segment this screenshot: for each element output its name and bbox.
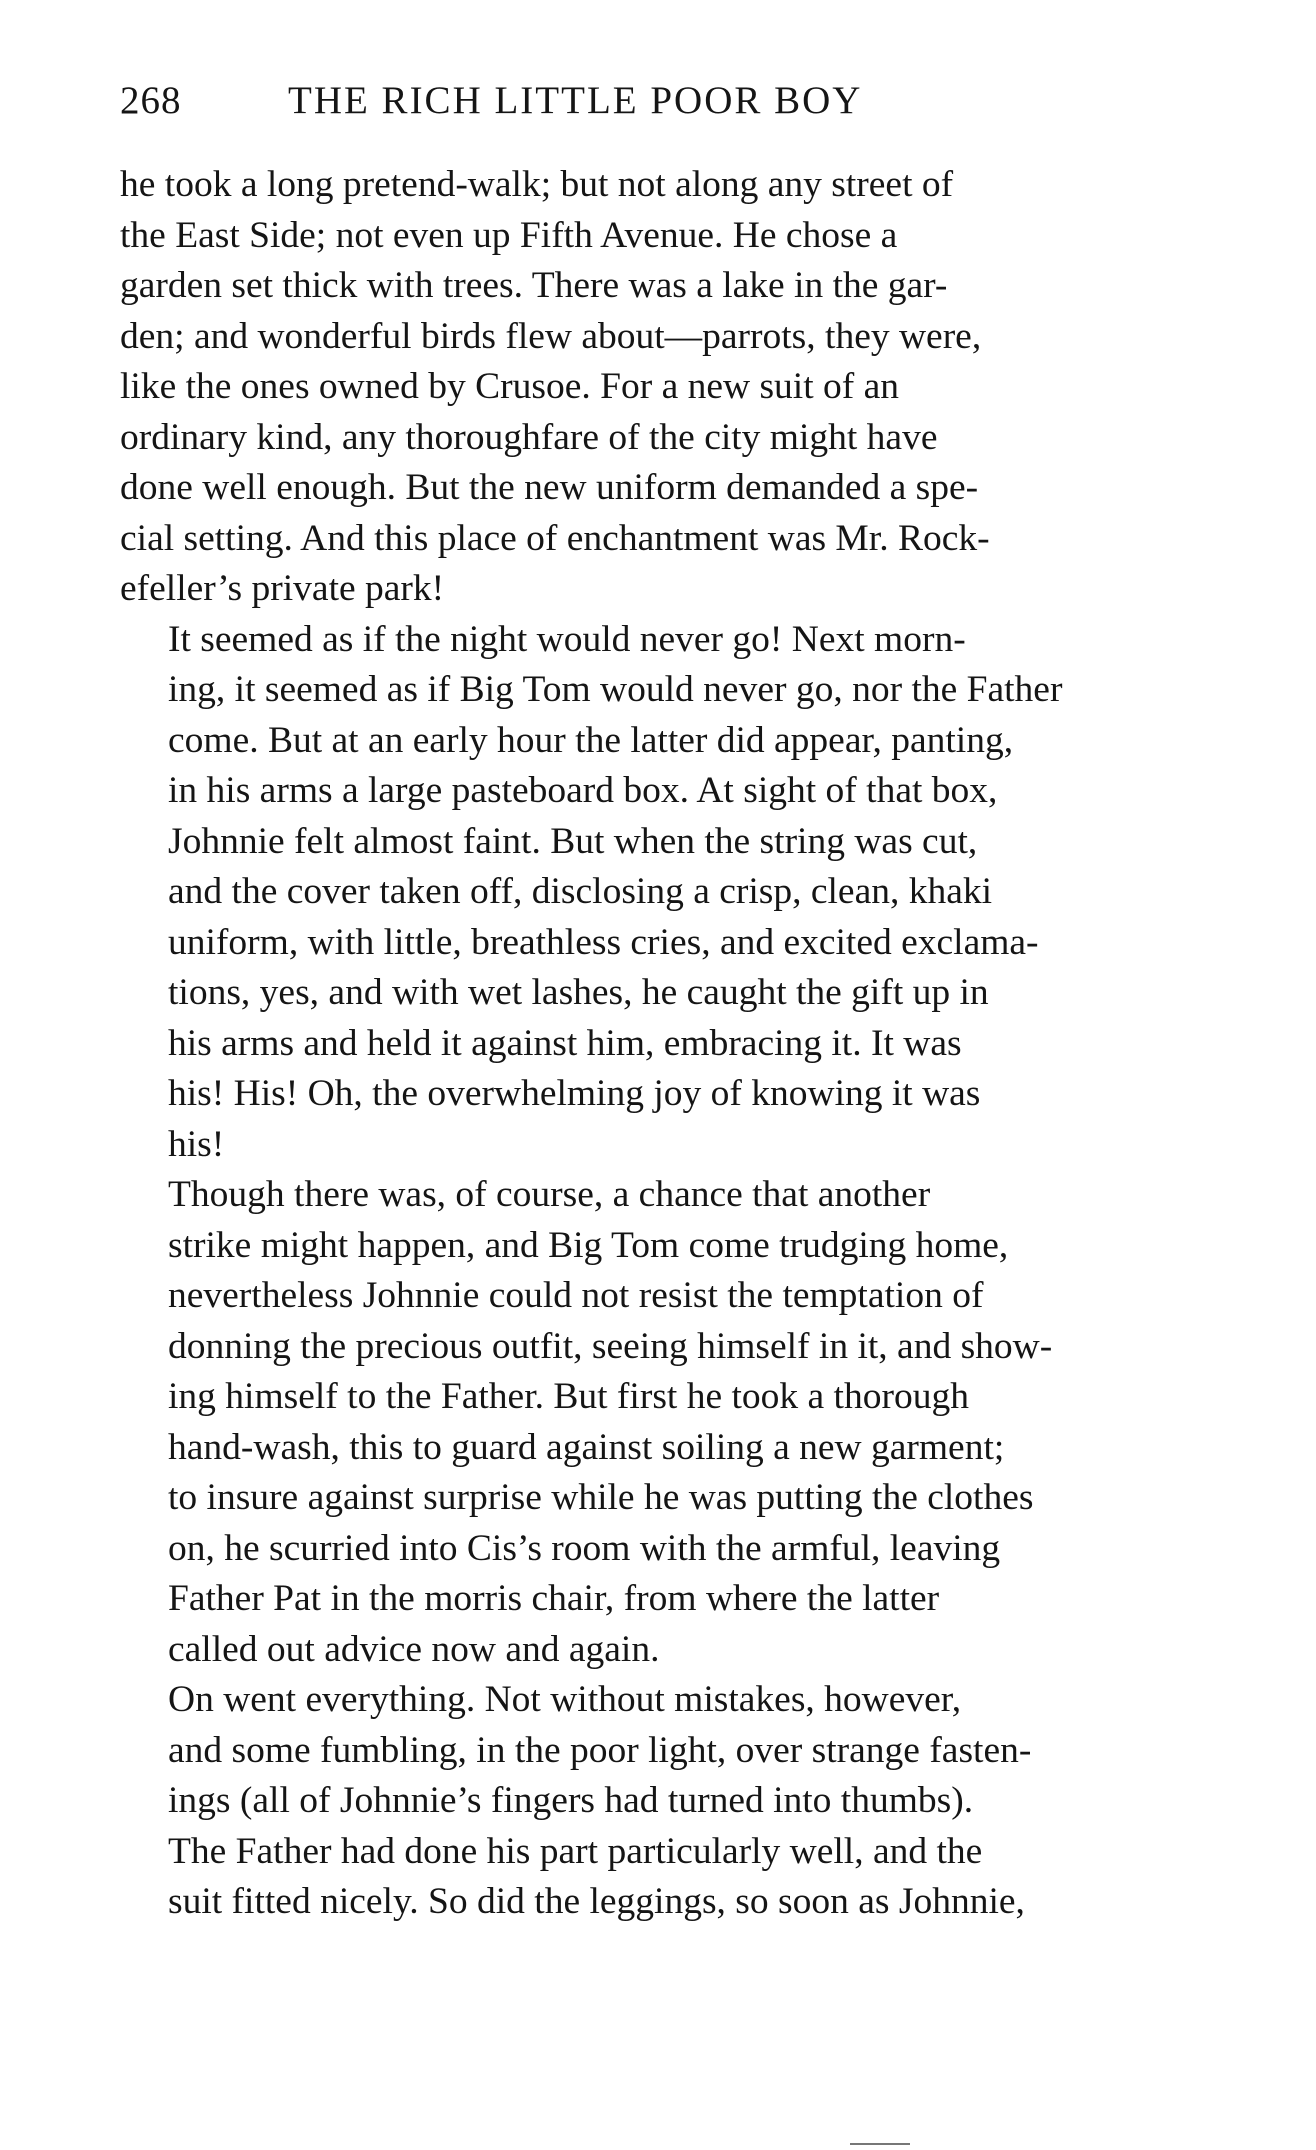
paragraph-1 [120,160,1230,615]
text-line: ing himself to the Father. But first he took a thorough [168,1376,969,1417]
text-line: den; and wonderful birds flew about—parrots, they were, [120,315,982,357]
page-number: 268 [120,79,182,122]
text-line: donning the precious outfit, seeing himself in it, and show- [168,1325,1053,1367]
text-line: Though there was, of course, a chance that another [168,1174,931,1215]
text-line: cial setting. And this place of enchantment was Mr. Rock- [120,517,990,559]
body-text [120,160,1230,1928]
text-line: nevertheless Johnnie could not resist the temptation of [168,1275,984,1316]
text-line: his! His! Oh, the overwhelming joy of knowing it was [168,1073,981,1114]
text-line: uniform, with little, breathless cries, and excited exclama- [168,921,1039,963]
paragraph-4 [120,1675,1230,1928]
running-head [120,70,1230,130]
text-line: On went everything. Not without mistakes, however, [168,1679,962,1720]
text-line: and some fumbling, in the poor light, over strange fasten- [168,1729,1032,1771]
text-line: like the ones owned by Crusoe. For a new suit of an [120,366,900,407]
text-line: hand-wash, this to guard against soiling a new garment; [168,1426,1005,1468]
text-line: ordinary kind, any thoroughfare of the city might have [120,416,938,458]
paragraph-3 [120,1170,1230,1675]
text-line: come. But at an early hour the latter did appear, panting, [168,719,1014,761]
text-line: his arms and held it against him, embracing it. It was [168,1022,962,1064]
text-line: his! [168,1123,225,1165]
text-line: in his arms a large pasteboard box. At sight of that box, [168,770,998,811]
paragraph-2 [120,615,1230,1171]
text-line: ings (all of Johnnie’s fingers had turned into thumbs). [168,1780,974,1821]
running-title: THE RICH LITTLE POOR BOY [288,79,863,122]
text-line: and the cover taken off, disclosing a crisp, clean, khaki [168,871,993,912]
text-line: tions, yes, and with wet lashes, he caught the gift up in [168,972,989,1013]
text-line: efeller’s private park! [120,568,445,609]
text-line: ing, it seemed as if Big Tom would never go, nor the Father [168,669,1063,710]
text-line: strike might happen, and Big Tom come trudging home, [168,1224,1009,1266]
text-line: called out advice now and again. [168,1628,660,1670]
text-line: suit fitted nicely. So did the leggings, so soon as Johnnie, [168,1881,1025,1922]
text-line: he took a long pretend-walk; but not along any street of [120,164,954,205]
text-line: the East Side; not even up Fifth Avenue. He chose a [120,214,898,256]
footer-rule [850,2143,910,2145]
text-line: garden set thick with trees. There was a lake in the gar- [120,265,948,306]
text-line: on, he scurried into Cis’s room with the armful, leaving [168,1527,1001,1569]
text-line: Johnnie felt almost faint. But when the string was cut, [168,820,978,862]
text-line: to insure against surprise while he was putting the clothes [168,1477,1034,1518]
text-line: The Father had done his part particularly well, and the [168,1830,983,1872]
text-line: done well enough. But the new uniform demanded a spe- [120,467,979,508]
text-line: Father Pat in the morris chair, from where the latter [168,1578,940,1619]
text-line: It seemed as if the night would never go! Next morn- [168,618,966,660]
